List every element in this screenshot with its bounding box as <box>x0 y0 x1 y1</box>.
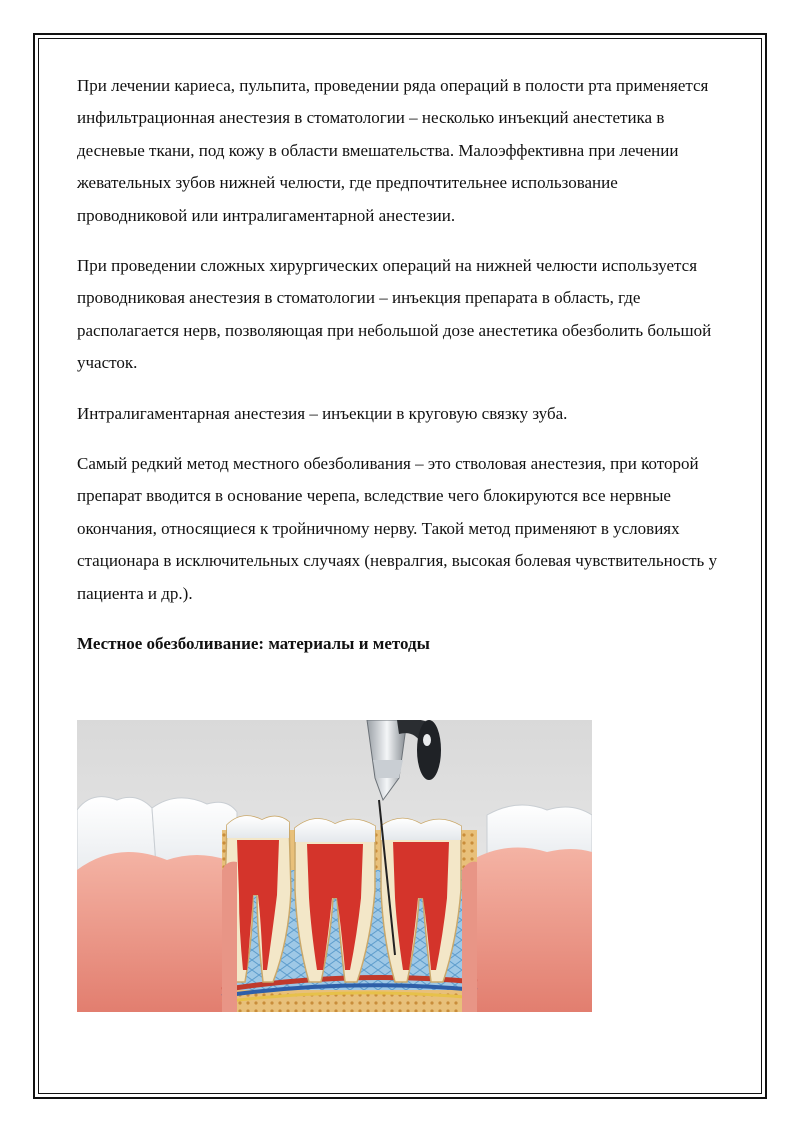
paragraph-infiltration: При лечении кариеса, пульпита, проведении ряда операций в полости рта применяется инфильтрационная анестезия в стоматологии – несколько инъекций анестетика в десневые ткани, под кожу в области вмешательства. Малоэффективна при лечении жевательных зубов нижней челюсти, где предпочтительнее использование проводниковой или интралигаментарной анестезии. <box>77 76 709 225</box>
paragraph-stem: Самый редкий метод местного обезболивания – это стволовая анестезия, при которой препарат вводится в основание черепа, вследствие чего блокируются все нервные окончания, относящиеся к тройничному нерву. Такой метод применяют в условиях стационара в исключительных случаях (невралгия, высокая болевая чувствительность у пациента и др.). <box>77 454 718 603</box>
section-heading: Местное обезболивание: материалы и методы <box>77 634 430 654</box>
teeth-cross-section-image <box>77 720 592 1012</box>
paragraph-intraligamentary: Интралигаментарная анестезия – инъекции в круговую связку зуба. <box>77 403 568 423</box>
dental-anesthesia-illustration <box>77 720 592 1012</box>
paragraph-conduction: При проведении сложных хирургических операций на нижней челюсти используется проводниковая анестезия в стоматологии – инъекция препарата в область, где располагается нерв, позволяющая при небольшой дозе анестетика обезболить большой участок. <box>77 256 712 373</box>
document-body <box>77 70 727 674</box>
